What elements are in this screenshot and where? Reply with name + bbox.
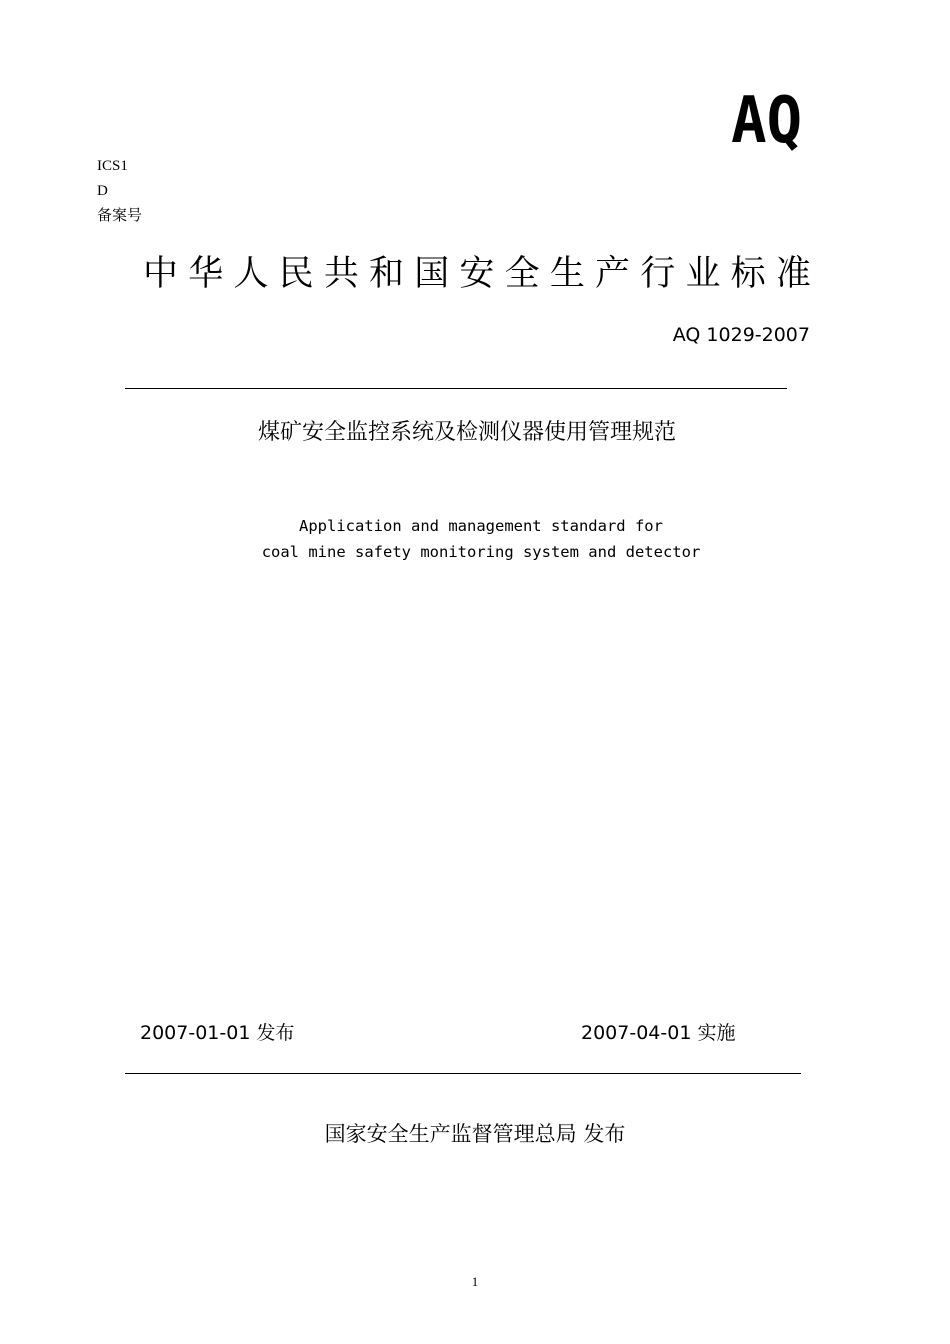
- title-char: 安: [459, 254, 495, 294]
- aq-logo: AQ: [731, 84, 802, 158]
- bottom-divider: [125, 1073, 801, 1074]
- title-char: 共: [323, 254, 359, 294]
- title-char: 和: [369, 254, 405, 294]
- document-title-chinese: 煤矿安全监控系统及检测仪器使用管理规范: [257, 420, 676, 445]
- title-char: 标: [730, 254, 766, 294]
- record-number-label: 备案号: [97, 208, 143, 224]
- title-char: 华: [188, 254, 224, 294]
- title-char: 中: [143, 254, 179, 294]
- implement-date: 2007-04-01 实施: [581, 1022, 736, 1044]
- top-divider: [125, 388, 787, 389]
- standard-number: AQ 1029-2007: [672, 324, 810, 346]
- title-char: 国: [414, 254, 450, 294]
- classification-code: D: [97, 183, 108, 199]
- document-title-english-line2: coal mine safety monitoring system and detector: [261, 543, 701, 561]
- standard-category-title: [143, 254, 811, 294]
- title-char: 行: [640, 254, 676, 294]
- title-char: 全: [504, 254, 540, 294]
- page-number: 1: [471, 1274, 479, 1289]
- publish-date: 2007-01-01 发布: [140, 1022, 295, 1044]
- title-char: 产: [595, 254, 631, 294]
- document-title-english-line1: Application and management standard for: [299, 517, 663, 535]
- title-char: 业: [685, 254, 721, 294]
- title-char: 准: [775, 254, 811, 294]
- title-char: 民: [278, 254, 314, 294]
- issuing-authority: 国家安全生产监督管理总局 发布: [324, 1122, 626, 1146]
- ics-code: ICS1: [97, 158, 128, 174]
- title-char: 人: [233, 254, 269, 294]
- title-char: 生: [549, 254, 585, 294]
